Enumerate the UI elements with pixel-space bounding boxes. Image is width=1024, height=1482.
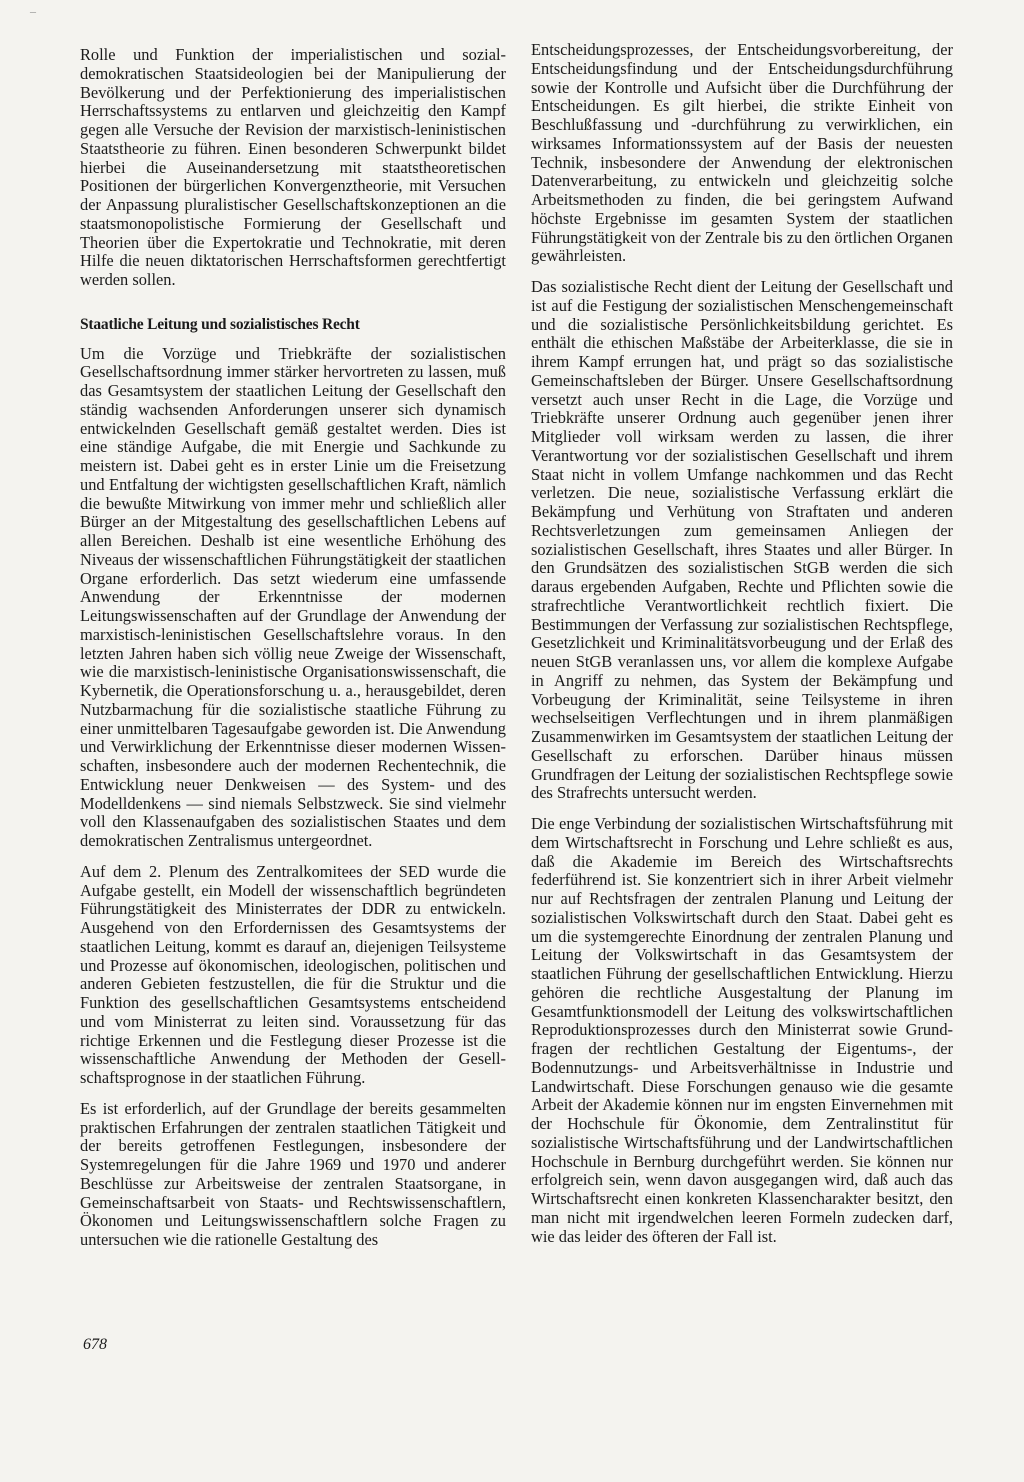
- section-heading: Staatliche Leitung und sozialistisches Recht: [80, 315, 360, 333]
- paragraph: Das sozialistische Recht dient der Leitung der Gesellschaft und ist auf die Festigung der sozialistischen Menschengemeinschaft und die sozialistische Persönlichkeitsbildung gerichtet. Es enthält die ethischen Maßstäbe der Arbeiterklasse, die sie in ihrem Kampf errungen hat, und prägt so das sozialistische Gemeinschaftsleben der Bürger. Unsere Gesellschaftsordnung versetzt auch unser Recht in die Lage, die Vorzüge und Triebkräfte unserer Ordnung auch gegenüber jenen ihrer Mitglieder voll wirksam werden zu lassen, die ihrer Verantwortung vor der sozialistischen Gesellschaft und ihrem Staat nicht in vollem Umfange nachkommen und das Recht verletzen. Die neue, sozialistische Verfassung erklärt die Bekämpfung und Verhütung von Straftaten und anderen Rechtsverletzungen zum gemeinsamen Anliegen der sozialistischen Gesellschaft, ihres Staates und aller Bürger. In den Grundsätzen des sozialistischen StGB werden die sich daraus ergebenden Aufgaben, Rechte und Pflichten sowie die strafrechtliche Verantwortlichkeit rechtlich fixiert. Die Bestimmungen der Verfassung zur sozialistischen Rechtspflege, Gesetzlichkeit und Kriminalitätsvorbeugung und der Erlaß des neuen StGB veranlassen uns, vor allem die komplexe Aufgabe in Angriff zu nehmen, das System der Bekämpfung und Vorbeugung der Kriminalität, seine Teilsysteme in ihren wechselseitigen Verflechtungen und in ihrem planmäßigen Zusammenwirken im Gesamtsystem der staatlichen Leitung der Gesellschaft zu erforschen. Darüber hinaus müssen Grundfragen der Leitung der sozialistischen Rechtspflege sowie des Strafrechts untersucht werden.: [531, 277, 953, 803]
- left-column: [80, 46, 506, 1262]
- paragraph: Um die Vorzüge und Triebkräfte der sozialistischen Gesellschaftsordnung immer stärker hervortreten zu lassen, muß das Gesamtsystem der staatlichen Leitung der Gesellschaft den ständig wachsenden Anforderungen unserer sich dynamisch entwickelnden Gesellschaft gemäß gestaltet werden. Dies ist eine ständige Aufgabe, die mit Energie und Sachkunde zu meistern ist. Dabei geht es in erster Linie um die Freisetzung und Entfaltung der wichtigsten gesellschaftlichen Kraft, nämlich die bewußte Mitwirkung von immer mehr und schließlich aller Bürger an der Mitgestaltung des gesellschaftlichen Lebens auf allen Bereichen. Deshalb ist eine wesentliche Erhöhung des Niveaus der wissenschaftlichen Führungstätigkeit der staatlichen Organe erforderlich. Das setzt wiederum eine umfassende Anwendung der Erkenntnisse der modernen Leitungswissenschaften auf der Grundlage der Anwendung der marxistisch-leninistischen Gesellschaftslehre voraus. In den letzten Jahren haben sich völlig neue Zweige der Wissenschaft, wie die marxistisch-leninistische Organisationswissenschaft, die Kybernetik, die Operationsforschung u. a., herausgebildet, deren Nutzbarmachung für die sozialistische staatliche Führung zu einer unmittelbaren Tagesaufgabe geworden ist. Die Anwendung und Verwirklichung der Erkenntnisse dieser modernen Wissenschaften, insbesondere auch der modernen Rechentechnik, die Entwicklung neuer Denkweisen — des System- und des Modelldenkens — sind niemals Selbstzweck. Sie sind vielmehr voll den Klassenaufgaben des sozialistischen Staates und dem demokratischen Zentralismus untergeordnet.: [80, 343, 506, 850]
- paragraph: Es ist erforderlich, auf der Grundlage der bereits gesammelten praktischen Erfahrungen der zentralen staatlichen Tätigkeit und der bereits getroffenen Festlegungen, insbesondere der Systemregelungen für die Jahre 1969 und 1970 und anderer Beschlüsse zur Arbeitsweise der zentralen Staatsorgane, in Gemeinschaftsarbeit von Staats- und Rechtswissenschaftlern, Ökonomen und Leitungswissenschaftlern solche Fragen zu untersuchen wie die rationelle Gestaltung des: [80, 1098, 506, 1249]
- page-number: 678: [83, 1336, 107, 1353]
- paragraph: Die enge Verbindung der sozialistischen Wirtschaftsführung mit dem Wirtschaftsrecht in Forschung und Lehre schließt es aus, daß die Akademie im Bereich des Wirtschaftsrechts federführend ist. Sie konzentriert sich in ihrer Arbeit vielmehr nur auf Rechtsfragen der zentralen Planung und Leitung der sozialistischen Volkswirtschaft durch den Staat. Dabei geht es um die systemgerechte Einordnung der zentralen Planung und Leitung der Volkswirtschaft in das Gesamtsystem der staatlichen Führung der gesellschaftlichen Entwicklung. Hierzu gehören die rechtliche Ausgestaltung der Planung im Gesamtfunktionsmodell der Leitung des volkswirtschaftlichen Reproduktionsprozesses durch den Ministerrat sowie Grundfragen der rechtlichen Gestaltung der Eigentums-, der Bodennutzungs- und Arbeitsverhältnisse in Industrie und Landwirtschaft. Diese Forschungen genauso wie die gesamte Arbeit der Akademie können nur im engsten Einvernehmen mit der Hochschule für Ökonomie, dem Zentralinstitut für sozialistische Wirtschaftsführung und der Landwirtschaftlichen Hochschule in Bernburg durchgeführt werden. Sie können nur erfolgreich sein, wenn davon ausgegangen wird, daß auch das Wirtschaftsrecht einen konkreten Klassencharakter besitzt, den man nicht mit irgendwelchen leeren Formeln zudecken darf, wie das leider des öfteren der Fall ist.: [531, 814, 953, 1246]
- right-column: [531, 41, 953, 1258]
- corner-mark: –: [30, 4, 36, 18]
- paragraph: Rolle und Funktion der imperialistischen und sozialdemokratischen Staatsideologien bei der Manipulierung der Bevölkerung und der Perfektionierung des imperialistischen Herrschaftssystems zu entlarven und gleichzeitig den Kampf gegen alle Versuche der Revision der marxistisch-leninistischen Staatstheorie zu führen. Einen besonderen Schwerpunkt bildet hierbei die Auseinandersetzung mit staatstheoretischen Positionen der bürgerlichen Konvergenztheorie, mit Versuchen der Anpassung pluralistischer Gesellschaftskonzeptionen an die staatsmonopolistische Formierung der Gesellschaft und Theorien über die Expertokratie und Technokratie, mit deren Hilfe die neuen diktatorischen Herrschaftsformen gerechtfertigt werden sollen.: [80, 45, 506, 289]
- paragraph: Entscheidungsprozesses, der Entscheidungsvorbereitung, der Entscheidungsfindung und der Entscheidungsdurchführung sowie der Kontrolle und Aufsicht über die Durchführung der Entscheidungen. Es gilt hierbei, die strikte Einheit von Beschlußfassung und -durchführung zu verwirklichen, ein wirksames Informationssystem auf der Basis der neuesten Technik, insbesondere der Anwendung der elektronischen Datenverarbeitung, zu entwickeln und gleichzeitig solche Arbeitsmethoden zu finden, die bei geringstem Aufwand höchste Ergebnisse im gesamten System der staatlichen Führungstätigkeit von der Zentrale bis zu den örtlichen Organen gewährleisten.: [531, 40, 953, 266]
- paragraph: Auf dem 2. Plenum des Zentralkomitees der SED wurde die Aufgabe gestellt, ein Modell der wissenschaftlich begründeten Führungstätigkeit des Ministerrates der DDR zu entwickeln. Ausgehend von den Erfordernissen des Gesamtsystems der staatlichen Leitung, kommt es darauf an, diejenigen Teilsysteme und Prozesse auf ökonomischen, ideologischen, politischen und anderen Gebieten festzustellen, die für die Struktur und die Funktion des gesellschaftlichen Gesamtsystems entscheidend und vom Ministerrat zu leiten sind. Voraussetzung für das richtige Erkennen und die Festlegung dieser Prozesse ist die wissenschaftliche Anwendung der Methoden der Gesellschaftsprognose in der staatlichen Führung.: [80, 861, 506, 1087]
